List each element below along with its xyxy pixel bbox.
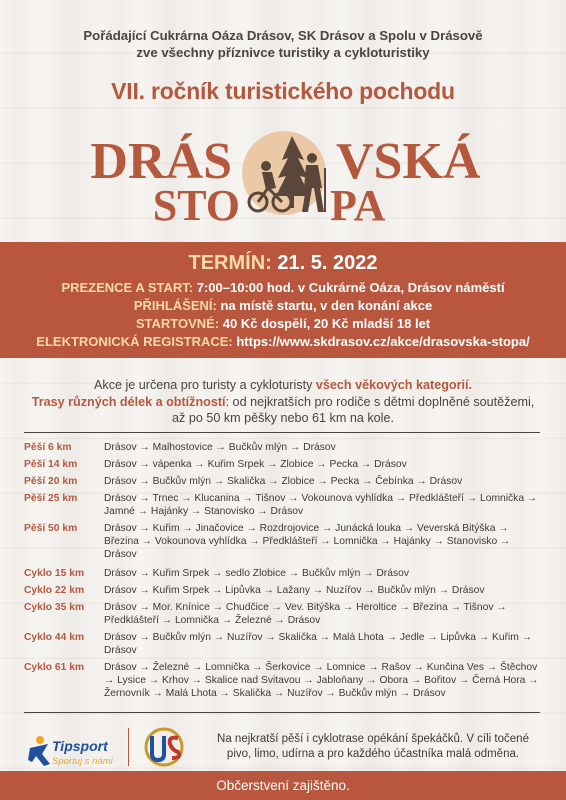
route-label: Pěší 6 km	[24, 442, 72, 453]
bottom-note: Na nejkratší pěší i cyklotrase opékání špekáčků. V cíli točené pivo, limo, udírna a pro každého účastníka malá odměna.	[217, 733, 529, 760]
logo-text-pa: PA	[330, 181, 386, 228]
route-text: Drásov → Trnec → Klucanina → Tišnov → Vokounova vyhlídka → Předklášteří → Lomnička → Jamné → Hajánky → Stanovisko → Drásov	[104, 493, 538, 517]
poster-header	[0, 0, 566, 242]
club-letter-u-icon	[152, 736, 164, 760]
tipsport-name: Tipsport	[52, 738, 108, 754]
route-text: Drásov → Mor. Knínice → Chudčice → Vev. Bitýška → Heroltice → Březina → Tišnov → Předklášteří → Lomnička → Železné → Drásov	[104, 602, 507, 626]
route-text: Drásov → Kuřim Srpek → Lipůvka → Lažany → Nuzířov → Bučkův mlýn → Drásov	[104, 585, 485, 596]
logo-text-sto: STO	[152, 181, 240, 228]
startovne-value: 40 Kč dospělí, 20 Kč mladší 18 let	[219, 316, 431, 331]
intro-line-3: až po 50 km pěšky nebo 61 km na kole.	[172, 411, 394, 425]
intro-line-1-highlight: všech věkových kategorií.	[315, 378, 472, 392]
route-text: Drásov → Bučkův mlýn → Nuzířov → Skalička → Malá Lhota → Jedle → Lipůvka → Kuřim → Drásov	[104, 632, 533, 656]
termin-key: TERMÍN:	[188, 252, 272, 274]
termin-value: 21. 5. 2022	[271, 252, 378, 274]
route-text: Drásov → Malhostovice → Bučkův mlýn → Drásov	[104, 442, 336, 453]
prezence-value: 7:00–10:00 hod. v Cukrárně Oáza, Drásov náměstí	[193, 280, 505, 295]
route-label: Cyklo 22 km	[24, 585, 85, 596]
intro-line-2-text: : od nejkratších pro rodiče s dětmi doplněné soutěžemi,	[225, 394, 535, 409]
route-label: Pěší 50 km	[24, 523, 78, 534]
route-label: Cyklo 35 km	[24, 602, 85, 613]
bottom-section	[0, 724, 566, 770]
club-letter-s-icon	[170, 738, 179, 758]
route-label: Pěší 14 km	[24, 459, 78, 470]
route-text: Drásov → Bučkův mlýn → Skalička → Zlobice → Pecka → Čebínka → Drásov	[104, 476, 463, 487]
route-label: Pěší 25 km	[24, 493, 78, 504]
tipsport-logo	[28, 734, 124, 768]
tipsport-slogan: Sportuj s námi	[52, 756, 113, 767]
organizers-line: Pořádající Cukrárna Oáza Drásov, SK Drásov a Spolu v Drásově	[83, 28, 483, 43]
route-text: Drásov → Železné → Lomnička → Šerkovice → Lomnice → Rašov → Kunčina Ves → Štěchov → Lysice → Krhov → Skalice nad Svitavou → Jabloňany → Obora → Bořitov → Černá Hora → Žernovník → Malá Lhota → Skalička → Nuzířov → Bučkův mlýn → Drásov	[104, 662, 539, 699]
termin-line	[0, 252, 566, 275]
drasovska-stopa-logo	[0, 118, 566, 228]
registrace-link[interactable]: https://www.skdrasov.cz/akce/drasovska-stopa/	[232, 334, 530, 349]
logo-text-dras: DRÁS	[90, 133, 232, 190]
route-text: Drásov → Kuřim Srpek → sedlo Zlobice → Bučkův mlýn → Drásov	[104, 568, 409, 579]
route-label: Cyklo 61 km	[24, 662, 85, 673]
event-title: VII. ročník turistického pochodu	[111, 78, 455, 104]
route-text: Drásov → Kuřim → Jinačovice → Rozdrojovice → Junácká louka → Veverská Bitýška → Březina → Vokounova vyhlídka → Předklášteří → Lomnička → Hajánky → Stanovisko → Drásov	[104, 523, 511, 560]
route-label: Cyklo 15 km	[24, 568, 85, 579]
prezence-line	[0, 280, 566, 295]
prihlaseni-value: na místě startu, v den konání akce	[216, 298, 433, 313]
club-logo	[138, 726, 190, 768]
route-label: Pěší 20 km	[24, 476, 78, 487]
route-label: Cyklo 44 km	[24, 632, 85, 643]
startovne-key: STARTOVNÉ:	[135, 316, 220, 331]
footer-text: Občerstvení zajištěno.	[216, 778, 350, 793]
footer-band	[0, 771, 566, 800]
intro-line-1	[0, 377, 566, 394]
info-band	[0, 242, 566, 358]
intro-line-2-highlight: Trasy různých délek a obtížností	[31, 394, 226, 409]
logo-separator	[128, 728, 129, 766]
route-text: Drásov → vápenka → Kuřim Srpek → Zlobice → Pecka → Drásov	[104, 459, 407, 470]
prihlaseni-line	[0, 298, 566, 313]
prihlaseni-key: PŘIHLÁŠENÍ:	[133, 298, 217, 313]
organizers-text	[0, 27, 566, 61]
registrace-key: ELEKTRONICKÁ REGISTRACE:	[36, 334, 233, 349]
intro-line-2	[0, 394, 566, 411]
invite-line: zve všechny příznivce turistiky a cykloturistiky	[136, 45, 430, 60]
logo-text-vska: VSKÁ	[336, 133, 481, 190]
intro-text	[0, 377, 566, 427]
divider-top	[24, 432, 540, 433]
prezence-key: PREZENCE A START:	[61, 280, 194, 295]
tipsport-figure-icon	[28, 736, 50, 766]
divider-bottom	[24, 712, 540, 713]
registrace-line	[0, 334, 566, 349]
intro-line-1-text: Akce je určena pro turisty a cykloturisty	[94, 378, 316, 392]
startovne-line	[0, 316, 566, 331]
